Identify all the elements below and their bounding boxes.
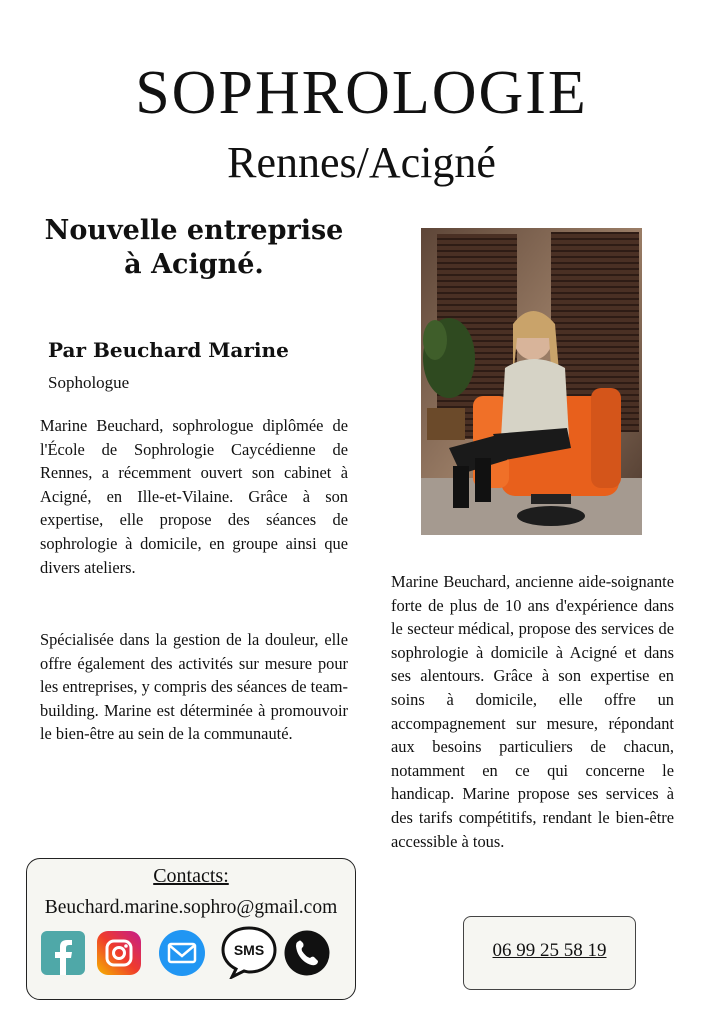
paragraph-1: Marine Beuchard, sophrologue diplômée de l'École de Sophrologie Caycédienne de Rennes, a récemment ouvert son cabinet à Acigné, en Ille-et-Vilaine. Grâce à son expertise, elle propose des séances de sophrologie à domicile, en groupe ainsi que divers ateliers. <box>40 416 348 577</box>
sms-label: SMS <box>233 942 265 958</box>
portrait-photo <box>421 228 642 535</box>
paragraph-3: Marine Beuchard, ancienne aide-soignante forte de plus de 10 ans d'expérience dans le secteur médical, propose des services de sophrologie à domicile à Acigné et dans ses alentours. Grâce à son expertise en soins à domicile, elle offre un accompagnement sur mesure, répondant aux besoins particuliers de chacun, notamment en ce qui concerne le handicap. Marine propose ses services à des tarifs compétitifs, rendant le bien-être accessible à tous. <box>391 572 674 851</box>
article-headline <box>40 214 348 282</box>
phone-card <box>463 916 636 990</box>
author-role: Sophologue <box>48 373 130 392</box>
headline-line-1: Nouvelle entreprise <box>44 215 344 246</box>
instagram-icon[interactable] <box>97 931 141 975</box>
page-subtitle: Rennes/Acigné <box>227 138 496 187</box>
headline-line-2: à Acigné. <box>124 249 264 280</box>
paragraph-2: Spécialisée dans la gestion de la douleur, elle offre également des activités sur mesure pour les entreprises, y compris des séances de team-building. Marine est déterminée à promouvoir le bien-être au sein de la communauté. <box>40 630 348 744</box>
phone-icon[interactable] <box>284 930 330 976</box>
contacts-title: Contacts: <box>153 865 229 887</box>
phone-number[interactable]: 06 99 25 58 19 <box>492 940 607 961</box>
contacts-card <box>26 858 356 1000</box>
page-title: SOPHROLOGIE <box>135 59 588 127</box>
sms-icon[interactable] <box>220 925 278 979</box>
email-icon[interactable] <box>158 929 206 977</box>
contact-email-address[interactable]: Beuchard.marine.sophro@gmail.com <box>44 897 338 918</box>
facebook-icon[interactable] <box>41 931 85 975</box>
article-author: Par Beuchard Marine <box>48 338 289 362</box>
